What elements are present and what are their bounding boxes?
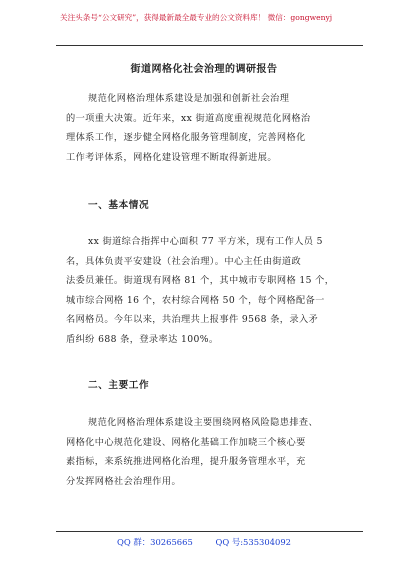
footer-divider (56, 531, 363, 532)
section1-line: 盾纠纷 688 条，登录率达 100%。 (66, 333, 219, 345)
intro-line: 工作考评体系，网格化建设管理不断取得新进展。 (66, 151, 277, 163)
intro-line: 理体系工作，逐步健全网格化服务管理制度，完善网格化 (66, 132, 306, 143)
section2-line: 规范化网格治理体系建设主要围绕网格风险隐患排查、 (88, 417, 319, 428)
intro-line: 的一项重大决策。近年来，xx 街道高度重视规范化网格治 (66, 112, 311, 124)
section1-line: xx 街道综合指挥中心面积 77 平方米，现有工作人员 5 (88, 236, 323, 247)
header-wechat-text: 微信：gongwenyj (267, 13, 333, 22)
footer-qq-group: QQ 群：30265665 (117, 537, 193, 547)
intro-paragraph (66, 89, 356, 167)
section1-line: 名网格员。今年以来，共治理共上报事件 9568 条，录入矛 (66, 314, 319, 325)
section1-paragraph (66, 232, 356, 349)
section2-line: 素指标，来系统推进网格化治理，提升服务管理水平，充 (66, 456, 306, 467)
section1-line: 城市综合网格 16 个，农村综合网格 50 个，每个网格配备一 (66, 294, 325, 306)
section2-line: 分发挥网格社会治理作用。 (66, 475, 182, 487)
document-title: 街道网格化社会治理的调研报告 (130, 64, 278, 75)
section-heading-basic: 一、基本情况 (88, 200, 150, 211)
section1-line: 名，具体负责平安建设（社会治理）。中心主任由街道政 (66, 255, 302, 267)
section2-line: 网格化中心规范化建设、网格化基础工作加晓三个核心要 (66, 436, 306, 448)
intro-line: 规范化网格治理体系建设是加强和创新社会治理 (88, 93, 290, 104)
footer-qq-number: QQ 号:535304092 (215, 537, 291, 547)
section1-line: 法委员兼任。街道现有网格 81 个，其中城市专职网格 15 个， (66, 275, 335, 286)
section-heading-main-work: 二、主要工作 (88, 380, 150, 391)
footer (0, 536, 408, 548)
section2-paragraph (66, 413, 356, 491)
header-promo-text: 关注头条号“公文研究”，获得最新最全最专业的公文资料库！ (60, 13, 266, 22)
header-divider (56, 45, 363, 46)
header-promo (60, 13, 360, 23)
